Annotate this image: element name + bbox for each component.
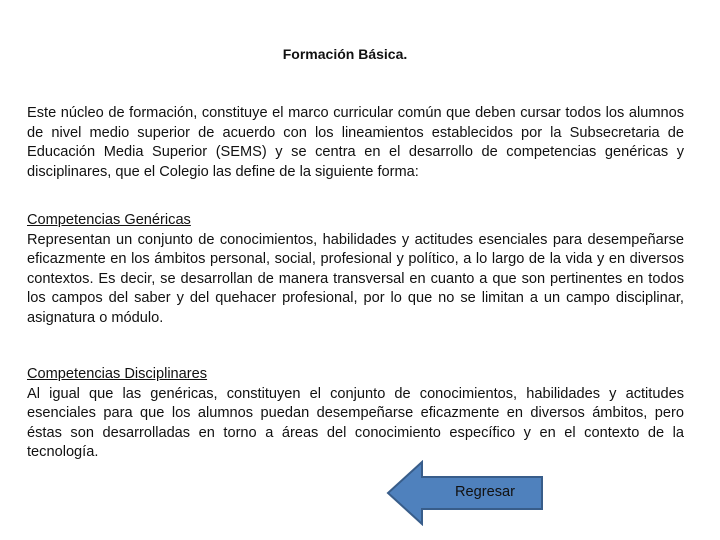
- generic-competencies-body: Representan un conjunto de conocimientos, habilidades y actitudes esenciales para desempeñarse eficazmente en los ámbitos personal, social, profesional y político, a lo largo de la vida y en diversos contextos. Es decir, se desarrollan de manera transversal en cuanto a que son pertinentes en todos los campos del saber y del quehacer profesional, por lo que no se limitan a un campo disciplinar, asignatura o módulo.: [27, 231, 684, 326]
- back-button-label: Regresar: [454, 484, 516, 500]
- generic-competencies-heading: Competencias Genéricas: [27, 212, 191, 228]
- intro-paragraph: Este núcleo de formación, constituye el marco curricular común que deben cursar todos los alumnos de nivel medio superior de acuerdo con los lineamientos establecidos por la Subsecretaria de Educación Media Superior (SEMS) y se centra en el desarrollo de competencias genéricas y disciplinares, que el Colegio las define de la siguiente forma:: [27, 105, 684, 180]
- disciplinary-competencies-heading: Competencias Disciplinares: [27, 366, 208, 382]
- back-button[interactable]: [386, 460, 546, 526]
- page-title: Formación Básica.: [282, 46, 408, 62]
- generic-competencies-section: [27, 211, 684, 328]
- disciplinary-competencies-section: [27, 365, 684, 463]
- disciplinary-competencies-body: Al igual que las genéricas, constituyen el conjunto de conocimientos, habilidades y actitudes esenciales para que los alumnos puedan desempeñarse eficazmente en diversos ámbitos, pero éstas son desarrolladas en torno a áreas del conocimiento específico y en el contexto de la tecnología.: [27, 385, 684, 460]
